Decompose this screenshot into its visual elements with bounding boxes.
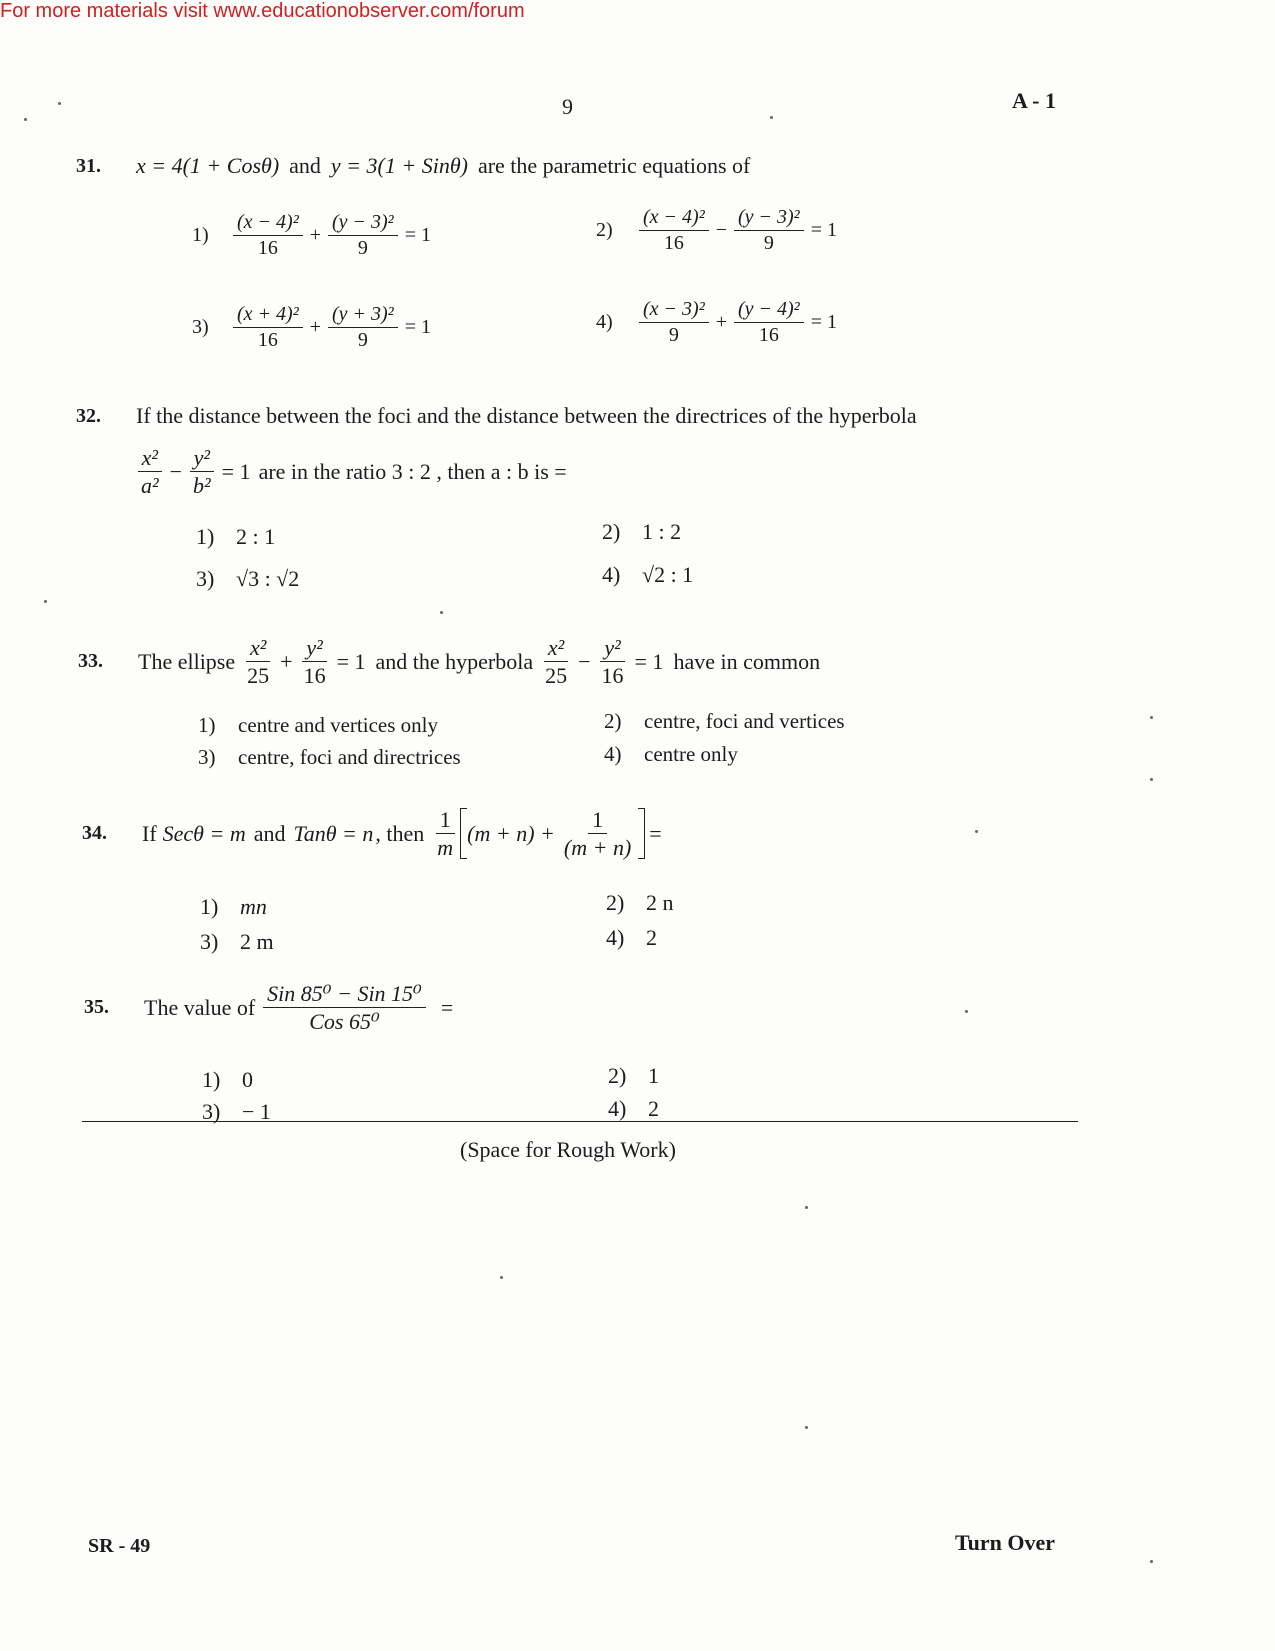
option-text: 0	[242, 1067, 253, 1092]
fraction: $\frac{\text{(x − 4)²}}{16}$	[233, 212, 303, 259]
option-label: 4)	[606, 925, 625, 950]
fraction: $\frac{\text{(y − 3)²}}{9}$	[328, 212, 398, 259]
question-32-stem-line-1	[76, 403, 917, 429]
equation-x: x = 4(1 + Cosθ)	[136, 153, 280, 178]
page-number: 9	[562, 94, 573, 119]
fraction: $\frac{1}{(m + n)}$	[563, 807, 632, 861]
question-31-option-3[interactable]: 3) $\frac{\text{(x + 4)²}}{16}$ + $\frac{\text{(y + 3)²}}{9}$ = 1	[192, 303, 431, 351]
option-label: 1)	[196, 524, 215, 549]
question-number: 35.	[84, 996, 109, 1019]
option-label: 3)	[202, 1099, 221, 1124]
option-text: centre and vertices only	[238, 713, 438, 737]
question-32-option-2[interactable]	[602, 519, 681, 545]
question-35-option-1[interactable]	[202, 1067, 253, 1093]
fraction: $\frac{\text{x²}}{25}$	[247, 635, 270, 689]
option-text: √2 : 1	[642, 562, 694, 587]
question-32-stem-line-2: $\frac{\text{x²}}{\text{a²}}$ − $\frac{\text{y²}}{\text{b²}}$ = 1 are in the ratio 3 : 2 , then a : b is =	[134, 446, 567, 497]
conjunction: and	[253, 820, 286, 846]
question-number: 31.	[76, 154, 101, 177]
conjunction: and	[289, 153, 321, 178]
option-text: √3 : √2	[236, 566, 300, 591]
option-label: 4)	[608, 1096, 627, 1121]
stem-text: are in the ratio 3 : 2 , then a : b is =	[258, 458, 567, 484]
question-32-option-4[interactable]	[602, 562, 693, 588]
option-text: centre, foci and vertices	[644, 709, 845, 733]
question-34-stem: 34. If Secθ = m and Tanθ = n , then $\frac{1}{m}$ (m + n) + $\frac{1}{(m + n)}$ =	[82, 807, 662, 861]
question-34-option-4[interactable]	[606, 925, 657, 951]
fraction: $\frac{\text{y²}}{16}$	[601, 635, 624, 689]
question-number: 33.	[78, 650, 103, 673]
stem-text: If	[142, 820, 157, 846]
question-31-stem	[76, 153, 750, 179]
option-label: 4)	[596, 311, 613, 333]
option-text: 2	[648, 1096, 659, 1121]
question-31-option-1[interactable]: 1) $\frac{\text{(x − 4)²}}{16}$ + $\frac{\text{(y − 3)²}}{9}$ = 1	[192, 211, 431, 259]
option-label: 4)	[604, 742, 622, 766]
fraction: $\frac{\text{x²}}{25}$	[545, 635, 568, 689]
option-label: 3)	[196, 566, 215, 591]
option-label: 2)	[602, 519, 621, 544]
question-number: 32.	[76, 404, 101, 427]
option-text: 2 : 1	[236, 524, 276, 549]
option-label: 3)	[198, 745, 216, 769]
fraction: $\frac{\text{Sin 85⁰ − Sin 15⁰}}{\text{Cos 65⁰}}$	[263, 982, 426, 1033]
question-35-option-4[interactable]	[608, 1096, 659, 1122]
option-label: 2)	[606, 890, 625, 915]
question-33-option-3[interactable]	[198, 745, 461, 770]
stem-text: and the hyperbola	[375, 648, 534, 674]
stem-text: The ellipse	[138, 648, 236, 674]
question-32-option-3[interactable]	[196, 566, 299, 592]
option-label: 1)	[200, 894, 219, 919]
question-number: 34.	[82, 822, 107, 845]
option-text: centre only	[644, 742, 738, 766]
question-32-option-1[interactable]	[196, 524, 275, 550]
fraction: $\frac{1}{m}$	[437, 807, 454, 861]
question-33-option-1[interactable]	[198, 713, 438, 738]
fraction: $\frac{\text{(y + 3)²}}{9}$	[328, 304, 398, 351]
fraction: $\frac{\text{y²}}{16}$	[303, 635, 326, 689]
option-label: 2)	[608, 1063, 627, 1088]
option-text: mn	[240, 894, 267, 919]
square-bracket-group: (m + n) + $\frac{1}{(m + n)}$	[460, 808, 645, 859]
fraction: $\frac{\text{(x + 4)²}}{16}$	[233, 304, 303, 351]
fraction: $\frac{\text{(x − 3)²}}{9}$	[639, 299, 709, 346]
option-label: 3)	[200, 929, 219, 954]
stem-text: are the parametric equations of	[477, 153, 751, 178]
option-text: 2	[646, 925, 657, 950]
question-31-option-2[interactable]: 2) $\frac{\text{(x − 4)²}}{16}$ − $\frac{\text{(y − 3)²}}{9}$ = 1	[596, 206, 837, 254]
tan-equation: Tanθ = n	[293, 820, 374, 846]
source-watermark-link[interactable]: For more materials visit www.educationobserver.com/forum	[0, 0, 525, 22]
booklet-code: A - 1	[1012, 88, 1056, 113]
option-text: 1 : 2	[642, 519, 682, 544]
question-35-option-2[interactable]	[608, 1063, 659, 1089]
stem-text: have in common	[673, 648, 821, 674]
fraction: $\frac{\text{(y − 3)²}}{9}$	[734, 207, 804, 254]
option-text: 1	[648, 1063, 659, 1088]
fraction: $\frac{\text{(x − 4)²}}{16}$	[639, 207, 709, 254]
stem-text: If the distance between the foci and the distance between the directrices of the hyperbola	[136, 403, 917, 428]
equation-y: y = 3(1 + Sinθ)	[330, 153, 468, 178]
stem-text: The value of	[144, 994, 256, 1020]
question-35-stem: 35. The value of $\frac{\text{Sin 85⁰ − Sin 15⁰}}{\text{Cos 65⁰}}$ =	[84, 981, 454, 1035]
fraction: $\frac{\text{(y − 4)²}}{16}$	[734, 299, 804, 346]
option-label: 2)	[596, 219, 613, 241]
option-label: 1)	[192, 224, 209, 246]
rough-work-label: (Space for Rough Work)	[460, 1137, 676, 1162]
option-label: 2)	[604, 709, 622, 733]
option-text: 2 n	[646, 890, 674, 915]
stem-text: , then	[375, 820, 425, 846]
question-34-option-1[interactable]	[200, 894, 267, 920]
question-34-option-2[interactable]	[606, 890, 674, 916]
option-text: centre, foci and directrices	[238, 745, 461, 769]
fraction: $\frac{\text{x²}}{\text{a²}}$	[137, 446, 163, 497]
option-text: 2 m	[240, 929, 274, 954]
question-33-option-2[interactable]	[604, 709, 845, 734]
option-label: 1)	[202, 1067, 221, 1092]
sec-equation: Secθ = m	[162, 820, 246, 846]
option-text: − 1	[242, 1099, 271, 1124]
question-34-option-3[interactable]	[200, 929, 274, 955]
turn-over-label: Turn Over	[955, 1530, 1056, 1555]
footer-code: SR - 49	[88, 1535, 151, 1557]
question-33-stem: 33. The ellipse $\frac{\text{x²}}{25}$ + $\frac{\text{y²}}{16}$ = 1 and the hyperbola $\frac{\text{x²}}{25}$ − $\frac{\text{y²}}{16}$ = 1 have in common	[78, 635, 821, 689]
section-divider	[82, 1121, 1078, 1122]
fraction: $\frac{\text{y²}}{\text{b²}}$	[189, 446, 215, 497]
option-label: 1)	[198, 713, 216, 737]
question-33-option-4[interactable]	[604, 742, 738, 767]
question-31-option-4[interactable]: 4) $\frac{\text{(x − 3)²}}{9}$ + $\frac{\text{(y − 4)²}}{16}$ = 1	[596, 298, 837, 346]
option-label: 3)	[192, 316, 209, 338]
option-label: 4)	[602, 562, 621, 587]
